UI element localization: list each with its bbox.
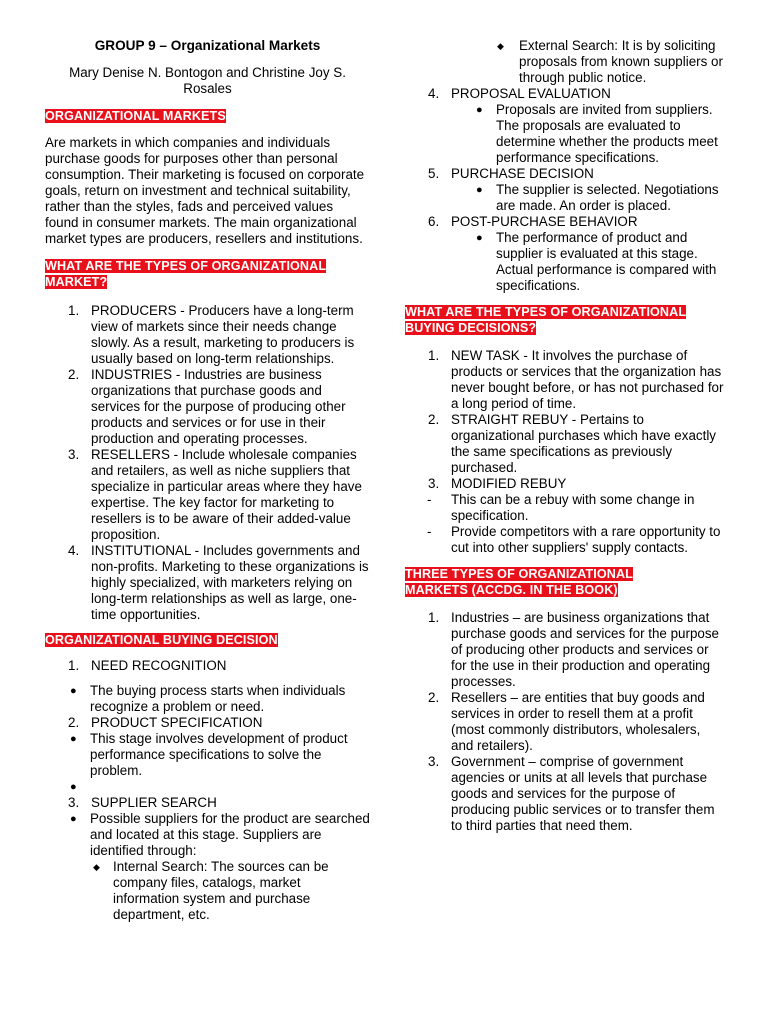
diamond-icon: ◆	[497, 41, 504, 51]
list-number: 6.	[428, 214, 440, 229]
bullet-icon: ●	[70, 685, 77, 697]
bullet-item-empty	[45, 779, 370, 795]
section-heading-market-types: WHAT ARE THE TYPES OF ORGANIZATIONAL MARKET?	[45, 259, 327, 289]
section-heading-three-types: THREE TYPES OF ORGANIZATIONAL MARKETS (ACCDG. IN THE BOOK)	[405, 567, 633, 597]
list-number: 1.	[68, 303, 80, 318]
list-number: 3.	[428, 476, 440, 491]
list-number: 1.	[68, 658, 80, 673]
dash-item	[405, 492, 725, 524]
diamond-icon: ◆	[93, 862, 100, 872]
list-item	[45, 303, 370, 367]
list-text: RESELLERS - Include wholesale companies and retailers, as well as niche suppliers that specialize in particular areas where they have expertise. The key factor for marketing to resellers is to be aware of their added-value proposition.	[91, 447, 362, 542]
list-item	[405, 754, 725, 834]
bullet-item	[45, 683, 370, 715]
bullet-text: The performance of product and supplier is evaluated at this stage. Actual performance is compared with specifications.	[496, 230, 717, 293]
list-number: 1.	[428, 610, 440, 625]
buying-decision-steps-continued	[405, 86, 725, 294]
step-need-recognition	[45, 658, 370, 715]
right-column	[405, 0, 725, 834]
bullet-text: This stage involves development of product performance specifications to solve the problem.	[90, 731, 348, 778]
list-item	[45, 367, 370, 447]
step-product-specification	[45, 715, 370, 795]
list-number: 5.	[428, 166, 440, 181]
list-item	[45, 543, 370, 623]
list-number: 4.	[428, 86, 440, 101]
bullet-icon: ●	[476, 104, 483, 116]
list-text: MODIFIED REBUY	[451, 476, 567, 491]
list-item	[405, 412, 725, 476]
step-supplier-search	[45, 795, 370, 923]
sub-bullet-item	[497, 38, 725, 86]
bullet-text: Possible suppliers for the product are searched and located at this stage. Suppliers are identified through:	[90, 811, 370, 858]
list-item	[405, 610, 725, 690]
list-number: 2.	[68, 367, 80, 382]
bullet-text: The supplier is selected. Negotiations are made. An order is placed.	[496, 182, 719, 213]
list-text: INSTITUTIONAL - Includes governments and non-profits. Marketing to these organizations is highly specialized, with marketers relying on long-term relationships as well as large, one-time opportunities.	[91, 543, 369, 622]
left-column	[45, 0, 370, 923]
list-text: STRAIGHT REBUY - Pertains to organizational purchases which have exactly the same specifications as previously purchased.	[451, 412, 716, 475]
step-proposal-evaluation	[405, 86, 725, 166]
list-text: Government – comprise of government agencies or units at all levels that purchase goods and services for the purpose of producing public services or to transfer them to third parties that need them.	[451, 754, 715, 833]
bullet-icon: ●	[476, 184, 483, 196]
bullet-item	[451, 230, 725, 294]
list-number: 2.	[68, 715, 80, 730]
step-post-purchase-behavior	[405, 214, 725, 294]
bullet-icon: ●	[476, 232, 483, 244]
bullet-item	[451, 182, 725, 214]
list-text: NEW TASK - It involves the purchase of products or services that the organization has never bought before, or has not purchased for a long period of time.	[451, 348, 724, 411]
step-label: NEED RECOGNITION	[91, 658, 227, 673]
dash-text: This can be a rebuy with some change in specification.	[451, 492, 695, 523]
bullet-icon: ●	[70, 781, 77, 793]
sub-bullet-text: External Search: It is by soliciting proposals from known suppliers or through public notice.	[519, 38, 723, 85]
list-number: 2.	[428, 412, 440, 427]
step-label: PURCHASE DECISION	[451, 166, 594, 181]
bullet-text: Proposals are invited from suppliers. The proposals are evaluated to determine whether the products meet performance specifications.	[496, 102, 718, 165]
step-label: PRODUCT SPECIFICATION	[91, 715, 263, 730]
list-number: 3.	[68, 795, 80, 810]
dash-text: Provide competitors with a rare opportunity to cut into other suppliers' supply contacts.	[451, 524, 721, 555]
sub-bullet-item	[90, 859, 370, 923]
document-title: GROUP 9 – Organizational Markets	[94, 38, 321, 53]
intro-paragraph: Are markets in which companies and individuals purchase goods for purposes other than personal consumption. Their marketing is focused on corporate goals, return on investment and technical suitability, rather than the styles, fads and perceived values found in consumer markets. The main organizational market types are producers, resellers and institutions.	[45, 135, 365, 246]
buying-decision-steps	[45, 658, 370, 923]
step-label: SUPPLIER SEARCH	[91, 795, 217, 810]
list-text: Resellers – are entities that buy goods and services in order to resell them at a profit (most commonly distributors, wholesalers, and retailers).	[451, 690, 705, 753]
section-heading-organizational-markets: ORGANIZATIONAL MARKETS	[45, 109, 226, 123]
list-number: 1.	[428, 348, 440, 363]
list-text: Industries – are business organizations that purchase goods and services for the purpose of producing other products and services or for the use in their production and operating processes.	[451, 610, 719, 689]
sub-bullet-text: Internal Search: The sources can be company files, catalogs, market information system and purchase department, etc.	[113, 859, 329, 922]
bullet-item	[45, 731, 370, 779]
list-text: INDUSTRIES - Industries are business organizations that purchase goods and services for the purpose of producing other products and services or for use in their production and operating processes.	[91, 367, 346, 446]
list-number: 3.	[68, 447, 80, 462]
buying-types-list	[405, 348, 725, 492]
list-number: 3.	[428, 754, 440, 769]
list-item	[405, 690, 725, 754]
list-text: PRODUCERS - Producers have a long-term view of markets since their needs change slowly. As a result, marketing to producers is usually based on long-term relationships.	[91, 303, 355, 366]
dash-item	[405, 524, 725, 556]
dash-marker: -	[427, 492, 432, 507]
step-label: PROPOSAL EVALUATION	[451, 86, 611, 101]
bullet-item	[451, 102, 725, 166]
bullet-icon: ●	[70, 733, 77, 745]
section-heading-buying-decision: ORGANIZATIONAL BUYING DECISION	[45, 633, 278, 647]
section-heading-buying-decision-types: WHAT ARE THE TYPES OF ORGANIZATIONAL BUYING DECISIONS?	[405, 305, 687, 335]
bullet-item	[45, 811, 370, 923]
modified-rebuy-notes	[405, 492, 725, 556]
list-item	[45, 447, 370, 543]
market-types-list	[45, 303, 370, 623]
step-label: POST-PURCHASE BEHAVIOR	[451, 214, 638, 229]
bullet-text: The buying process starts when individuals recognize a problem or need.	[90, 683, 346, 714]
three-types-list	[405, 610, 725, 834]
dash-marker: -	[427, 524, 432, 539]
list-number: 4.	[68, 543, 80, 558]
authors: Mary Denise N. Bontogon and Christine Joy S. Rosales	[69, 65, 346, 96]
bullet-icon: ●	[70, 813, 77, 825]
list-item	[405, 476, 725, 492]
list-item	[405, 348, 725, 412]
list-number: 2.	[428, 690, 440, 705]
step-purchase-decision	[405, 166, 725, 214]
